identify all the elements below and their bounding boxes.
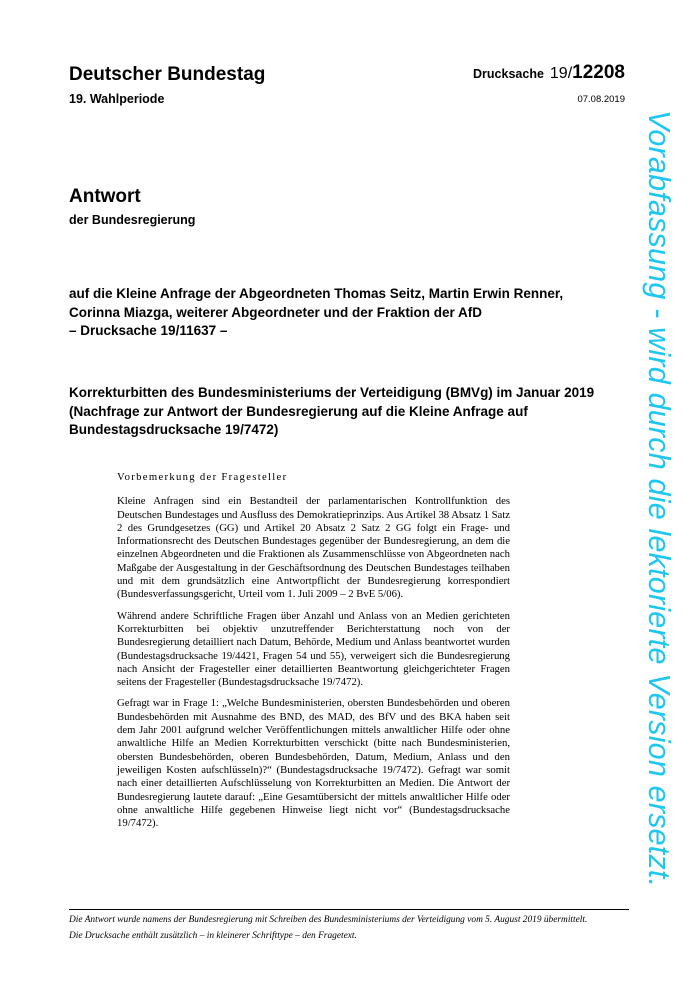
document-institution: Deutscher Bundestag — [69, 64, 266, 85]
subject-line: Korrekturbitten des Bundesministeriums der Verteidigung (BMVg) im Januar 2019 — [69, 385, 595, 400]
body-paragraph: Kleine Anfragen sind ein Bestandteil der parlamentarischen Kontrollfunktion des Deutschen Bundestages und Ausfluss des Demokratieprinzips. Aus Artikel 38 Absatz 1 Satz 2 des Grundgesetzes (GG) und Artikel 20 Absatz 2 Satz 2 GG folgt ein Frage- und Informationsrecht des Deutschen Bundestages gegenüber der Bundesregierung, an dem die einzelnen Abgeordneten und die Fraktionen als Zusammenschlüsse von Abgeordneten nach Maßgabe der Ausgestaltung in der Geschäftsordnung des Deutschen Bundestages teilhaben und mit dem grundsätzlich eine Antwortpflicht der Bundesregierung korrespondiert (Bundesverfassungsgericht, Urteil vom 1. Juli 2009 – 2 BvE 5/06). — [117, 495, 511, 601]
election-period: 19. Wahlperiode — [69, 92, 165, 106]
drucksache-number — [473, 62, 625, 84]
footer-divider — [69, 909, 629, 910]
drucksache-id: 12208 — [572, 62, 625, 83]
inquiry-line: – Drucksache 19/11637 – — [69, 323, 228, 338]
section-heading: Vorbemerkung der Fragesteller — [117, 471, 288, 483]
document-date: 07.08.2019 — [577, 94, 625, 105]
body-paragraph: Gefragt war in Frage 1: „Welche Bundesministerien, obersten Bundesbehörden und oberen Bundesbehörden mit Ausnahme des BND, des MAD, des BfV und des BKA haben seit dem Jahr 2001 aufgrund welcher Veröffentlichungen mittels anwaltlicher Hilfe oder ohne anwaltliche Hilfe an Medien Korrekturbitten verschickt (bitte nach Bundesministerien, obersten Bundesbehörden, oberen Bundesbehörden, Datum, Medium, Anlass und den jeweiligen Kosten aufschlüsseln)?“ (Bundestagsdrucksache 19/7472). Gefragt war somit nach einer detaillierten Aufschlüsselung von Korrekturbitten an Medien. Die Antwort der Bundesregierung lautete darauf: „Eine Gesamtübersicht der mittels anwaltlicher Hilfe oder ohne anwaltliche Hilfe gegebenen Hinweise liegt nicht vor“ (Bundestagsdrucksache 19/7472). — [117, 697, 510, 830]
inquiry-reference — [69, 285, 629, 341]
preliminary-remarks — [117, 471, 510, 838]
draft-watermark: Vorabfassung - wird durch die lektorierte Version ersetzt. — [642, 110, 676, 888]
drucksache-label: Drucksache — [473, 67, 544, 81]
answer-title: Antwort — [69, 186, 141, 207]
footer-note: Die Antwort wurde namens der Bundesregierung mit Schreiben des Bundesministeriums der Verteidigung vom 5. August 2019 übermittelt. — [69, 915, 588, 925]
drucksache-prefix: 19/ — [549, 65, 573, 82]
footer-notes — [69, 914, 629, 946]
subject-line: (Nachfrage zur Antwort der Bundesregierung auf die Kleine Anfrage auf — [69, 403, 528, 419]
body-paragraph: Während andere Schriftliche Fragen über Anzahl und Anlass von an Medien gerichteten Korrekturbitten bei objektiv unzutreffender Berichterstattung noch von der Bundesregierung detailliert nach Datum, Behörde, Medium und Anlass beantwortet wurden (Bundestagsdrucksache 19/4421, Fragen 54 und 55), verweigert sich die Bundesregierung nach Ansicht der Fragesteller einer detaillierten Beantwortung gleichgerichteter Fragen seitens der Fragesteller (Bundestagsdrucksache 19/7472). — [117, 609, 510, 689]
subject-line: Bundestagsdrucksache 19/7472) — [69, 422, 279, 437]
answer-subtitle: der Bundesregierung — [69, 213, 196, 227]
inquiry-line: auf die Kleine Anfrage der Abgeordneten Thomas Seitz, Martin Erwin Renner, — [69, 286, 564, 301]
inquiry-line: Corinna Miazga, weiterer Abgeordneter und der Fraktion der AfD — [69, 304, 483, 320]
footer-note: Die Drucksache enthält zusätzlich – in kleinerer Schrifttype – den Fragetext. — [69, 931, 357, 941]
subject-title — [69, 384, 629, 440]
